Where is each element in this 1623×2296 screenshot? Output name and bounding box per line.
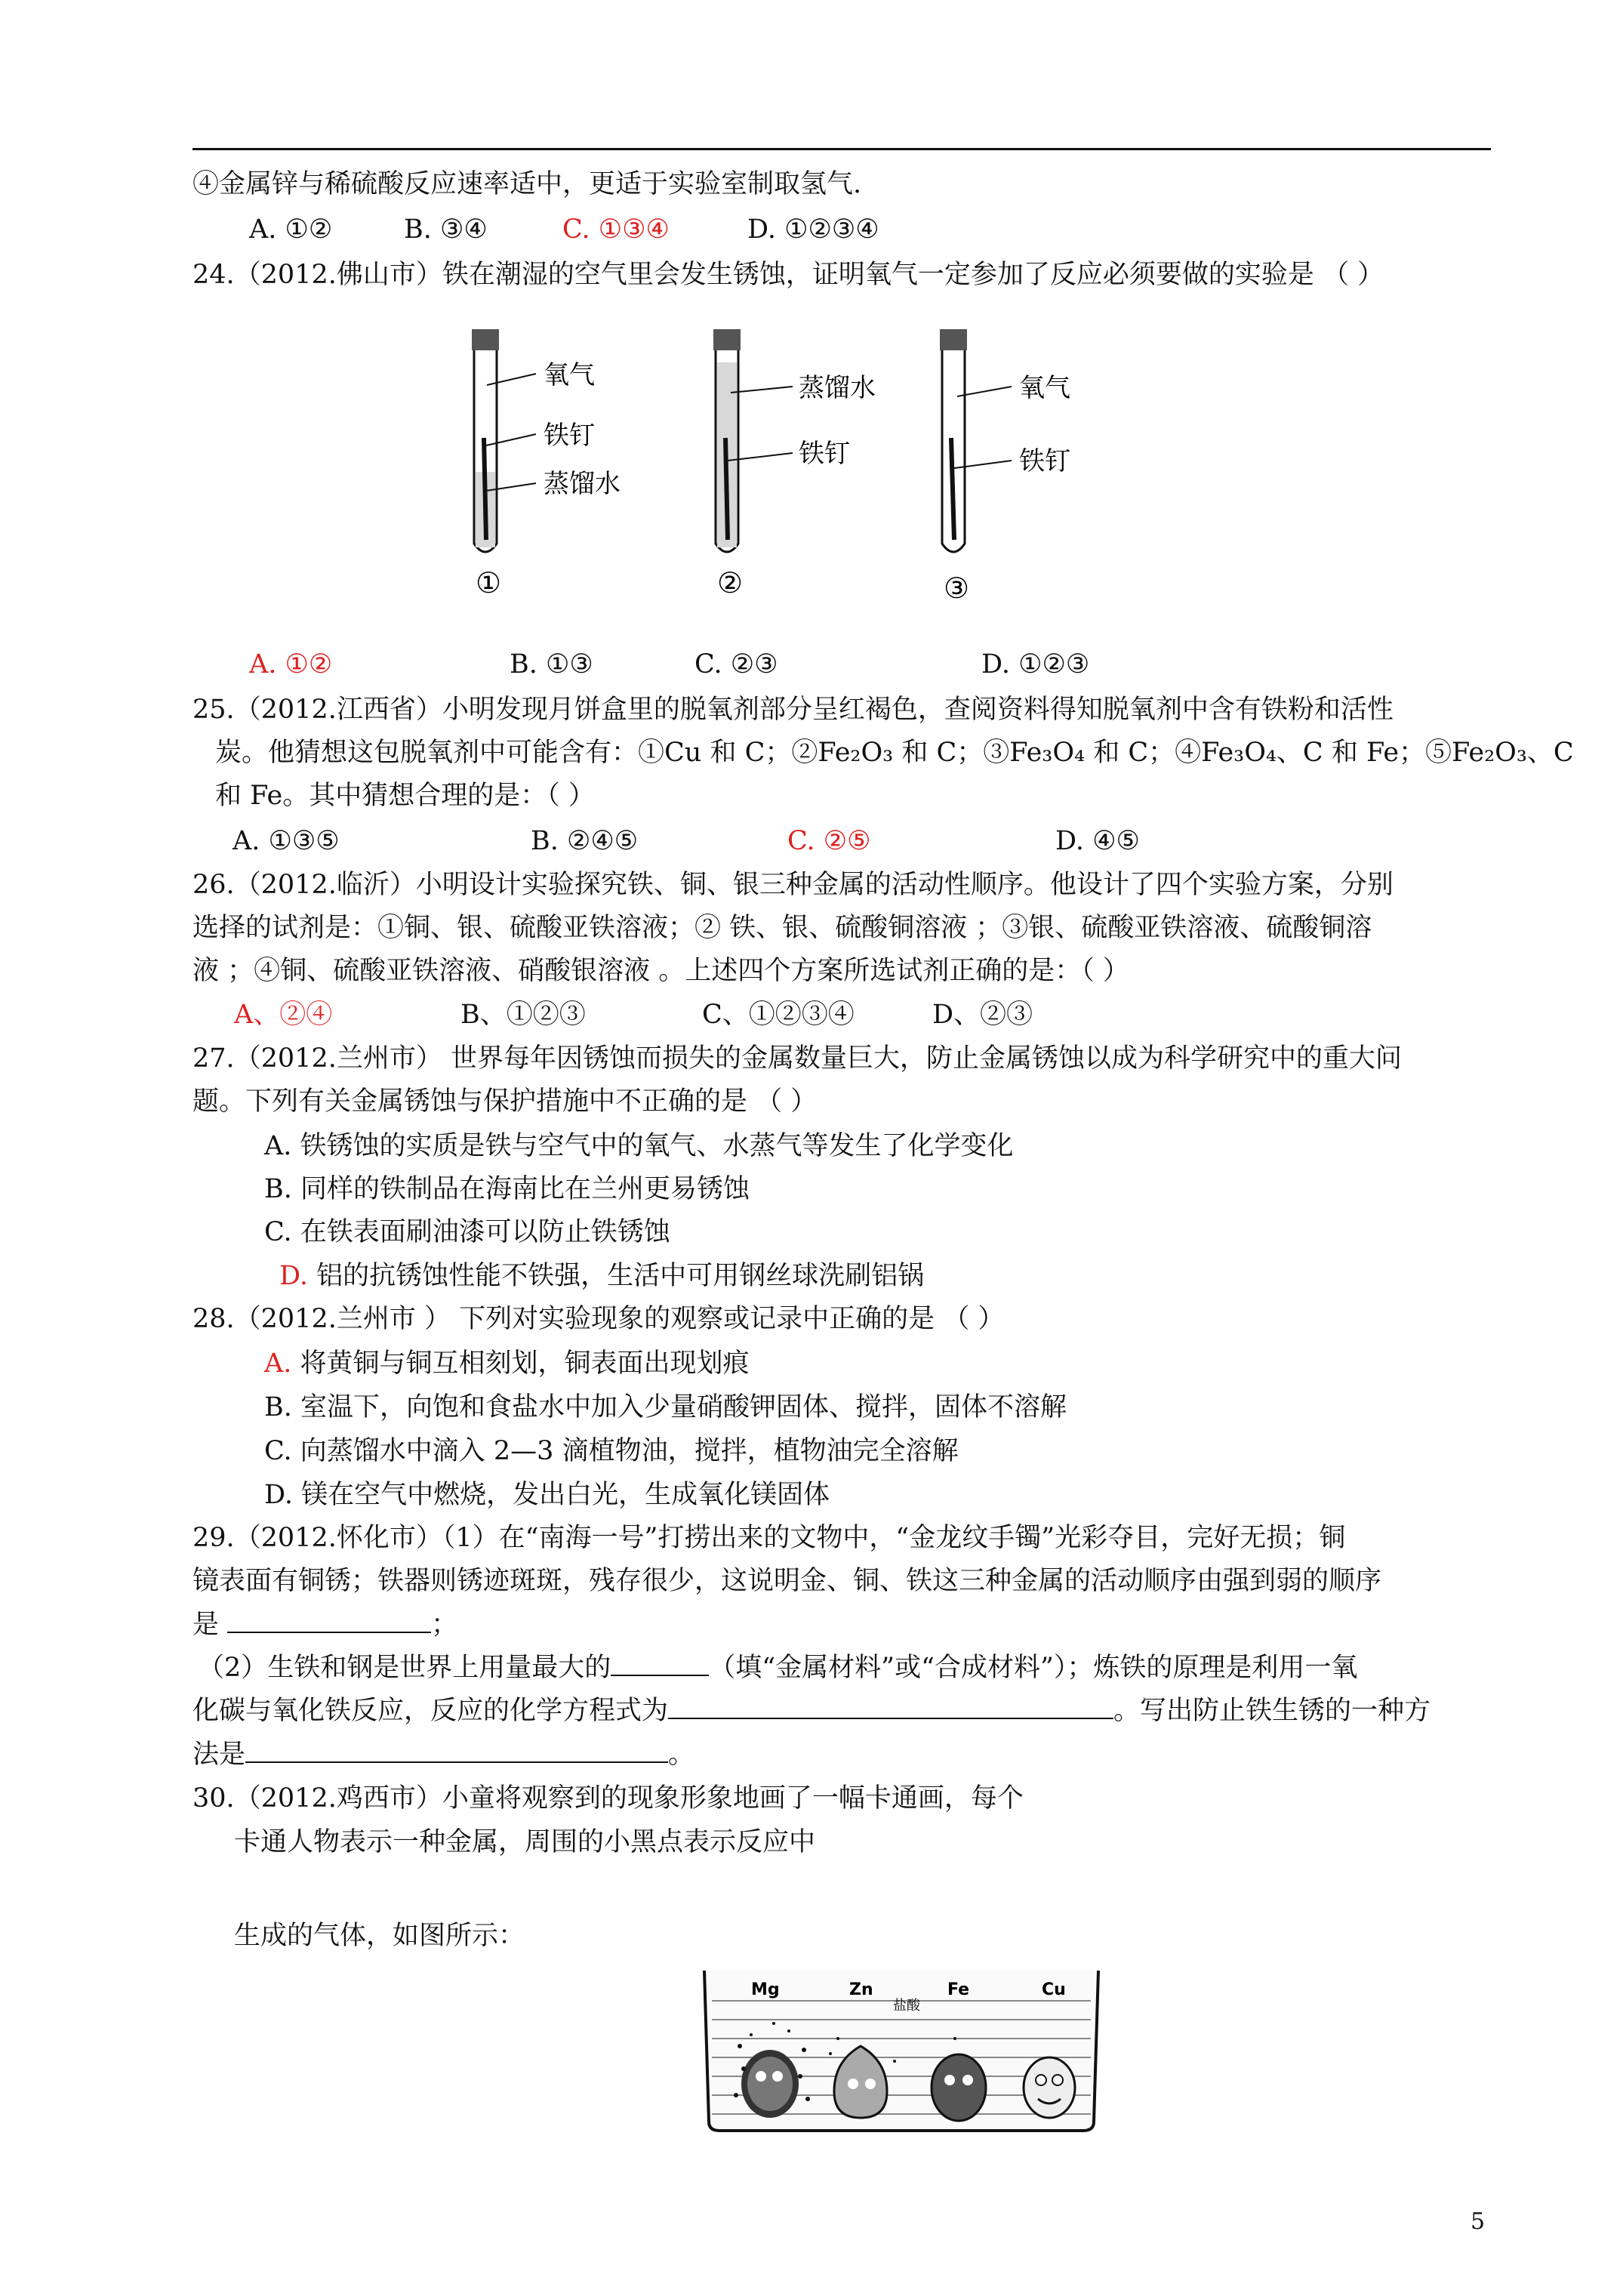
tube-1 — [472, 329, 621, 599]
options-q25 — [233, 824, 1140, 858]
option-c: C、①②③④ — [702, 1000, 855, 1030]
question-29-line4: （2）生铁和钢是世界上用量最大的 （填“金属材料”或“合成材料”）；炼铁的原理是利用一氧 — [198, 1653, 1358, 1683]
option-a-text: 将黄铜与铜互相刻划，铜表面出现划痕 — [300, 1348, 750, 1379]
question-30-line3: 生成的气体，如图所示： — [234, 1921, 525, 1951]
option-c: C. ②③ — [694, 649, 778, 680]
metal-acid-beaker-figure — [698, 1963, 1106, 2137]
option-d: D. ④⑤ — [1055, 826, 1140, 856]
tube-label: 蒸馏水 — [799, 373, 876, 403]
option-d: D、②③ — [932, 1000, 1033, 1030]
tube-label: 铁钉 — [544, 421, 595, 451]
question-27-line1: 27.（2012.兰州市） 世界每年因锈蚀而损失的金属数量巨大，防止金属锈蚀以成为科学研究中的重大问 — [192, 1043, 1402, 1074]
options-q24 — [249, 648, 1089, 681]
option-b: B. ②④⑤ — [531, 826, 639, 856]
question-24: 24.（2012.佛山市）铁在潮湿的空气里会发生锈蚀，证明氧气一定参加了反应必须要做的实验是 （ ） — [192, 260, 1384, 290]
header-rule — [192, 148, 1491, 150]
question-26-line1: 26.（2012.临沂）小明设计实验探究铁、铜、银三种金属的活动性顺序。他设计了四个实验方案，分别 — [192, 870, 1394, 900]
metal-label: Zn — [849, 1980, 873, 1999]
tube-label: 氧气 — [544, 360, 595, 390]
question-27-line2: 题。下列有关金属锈蚀与保护措施中不正确的是 （ ） — [192, 1086, 818, 1117]
option-d: D. ①②③④ — [747, 214, 879, 245]
tube-label: 铁钉 — [1019, 446, 1070, 476]
option-a-answer: A、②④ — [234, 1000, 333, 1030]
stopper — [713, 329, 741, 350]
answer-blank[interactable] — [611, 1652, 709, 1676]
answer-blank[interactable] — [227, 1609, 431, 1633]
option-a: A. ①② — [249, 214, 333, 245]
iron-nail — [725, 438, 728, 540]
answer-letter: A. — [264, 1348, 292, 1379]
metal-label: Mg — [751, 1980, 780, 1999]
option-b: B. ①③ — [510, 649, 593, 680]
option-c: C. 在铁表面刷油漆可以防止铁锈蚀 — [264, 1217, 670, 1247]
tube-number: ② — [717, 566, 744, 599]
option-d: D. ①②③ — [981, 649, 1090, 680]
question-29-line1: 29.（2012.怀化市）（1）在“南海一号”打捞出来的文物中，“金龙纹手镯”光彩夺目，完好无损；铜 — [192, 1523, 1346, 1553]
iron-nail — [951, 438, 954, 540]
option-b: B. 室温下，向饱和食盐水中加入少量硝酸钾固体、搅拌，固体不溶解 — [264, 1392, 1067, 1422]
option-a: A. 铁锈蚀的实质是铁与空气中的氧气、水蒸气等发生了化学变化 — [264, 1131, 1014, 1161]
stopper — [940, 329, 967, 350]
tube-2 — [713, 329, 876, 599]
stopper — [472, 329, 499, 350]
option-b: B. 同样的铁制品在海南比在兰州更易锈蚀 — [264, 1174, 750, 1204]
question-25-line1: 25.（2012.江西省）小明发现月饼盒里的脱氧剂部分呈红褐色，查阅资料得知脱氧剂中含有铁粉和活性 — [192, 695, 1394, 725]
option-d-text: 铝的抗锈蚀性能不铁强，生活中可用钢丝球洗刷铝锅 — [316, 1261, 925, 1291]
options-q23 — [249, 213, 879, 246]
cu-character — [1024, 2057, 1075, 2118]
tube-label: 铁钉 — [799, 439, 850, 469]
question-25-line3: 和 Fe。其中猜想合理的是：（ ） — [215, 781, 595, 811]
answer-blank[interactable] — [245, 1739, 668, 1763]
option-c: C. 向蒸馏水中滴入 2—3 滴植物油，搅拌，植物油完全溶解 — [264, 1436, 959, 1466]
option-a-answer: A. ①② — [249, 649, 333, 680]
iron-nail — [484, 438, 486, 540]
question-29-line6: 法是 。 — [192, 1740, 695, 1770]
question-26-line2: 选择的试剂是：①铜、银、硫酸亚铁溶液；② 铁、银、硫酸铜溶液 ；③银、硫酸亚铁溶液、硫酸铜溶 — [192, 913, 1372, 943]
test-tube-figure — [438, 325, 1117, 612]
tube-number: ③ — [944, 572, 970, 605]
acid-label: 盐酸 — [893, 1998, 920, 2014]
question-25-line2: 炭。他猜想这包脱氧剂中可能含有：①Cu 和 C；②Fe₂O₃ 和 C；③Fe₃O₄ 和 C；④Fe₃O₄、C 和 Fe；⑤Fe₂O₃、C — [215, 738, 1574, 768]
question-29-line2: 镜表面有铜锈；铁器则锈迹斑斑，残存很少，这说明金、铜、铁这三种金属的活动顺序由强到弱的顺序 — [192, 1566, 1382, 1596]
question-30-line2: 卡通人物表示一种金属，周围的小黑点表示反应中 — [234, 1827, 816, 1857]
tube-number: ① — [476, 566, 502, 599]
metal-label: Fe — [947, 1980, 970, 1999]
page-number: 5 — [1471, 2208, 1486, 2235]
option-b: B. ③④ — [404, 214, 488, 245]
tube-label: 蒸馏水 — [544, 469, 621, 499]
question-30-line1: 30.（2012.鸡西市）小童将观察到的现象形象地画了一幅卡通画，每个 — [192, 1783, 1024, 1814]
options-q26 — [234, 998, 1033, 1031]
option-a: A. ①③⑤ — [233, 826, 340, 856]
text-line: ④金属锌与稀硫酸反应速率适中，更适于实验室制取氢气. — [192, 169, 862, 199]
metal-label: Cu — [1042, 1980, 1066, 1999]
option-b: B、①②③ — [460, 1000, 586, 1030]
tube-label: 氧气 — [1019, 373, 1070, 403]
question-28: 28.（2012.兰州市 ） 下列对实验现象的观察或记录中正确的是 （ ） — [192, 1304, 1005, 1334]
question-29-line3: 是 ； — [192, 1610, 458, 1640]
question-29-line5: 化碳与氧化铁反应，反应的化学方程式为 。写出防止铁生锈的一种方 — [192, 1696, 1431, 1726]
option-d — [279, 1259, 924, 1293]
question-26-line3: 液 ；④铜、硫酸亚铁溶液、硝酸银溶液 。上述四个方案所选试剂正确的是：（ ） — [192, 956, 1129, 986]
option-d: D. 镁在空气中燃烧，发出白光，生成氧化镁固体 — [264, 1480, 830, 1510]
option-c-answer: C. ①③④ — [562, 214, 670, 245]
tube-3 — [940, 329, 1070, 605]
option-c-answer: C. ②⑤ — [787, 826, 871, 856]
answer-letter: D. — [279, 1261, 308, 1291]
answer-blank[interactable] — [668, 1695, 1113, 1719]
option-a — [264, 1347, 750, 1380]
